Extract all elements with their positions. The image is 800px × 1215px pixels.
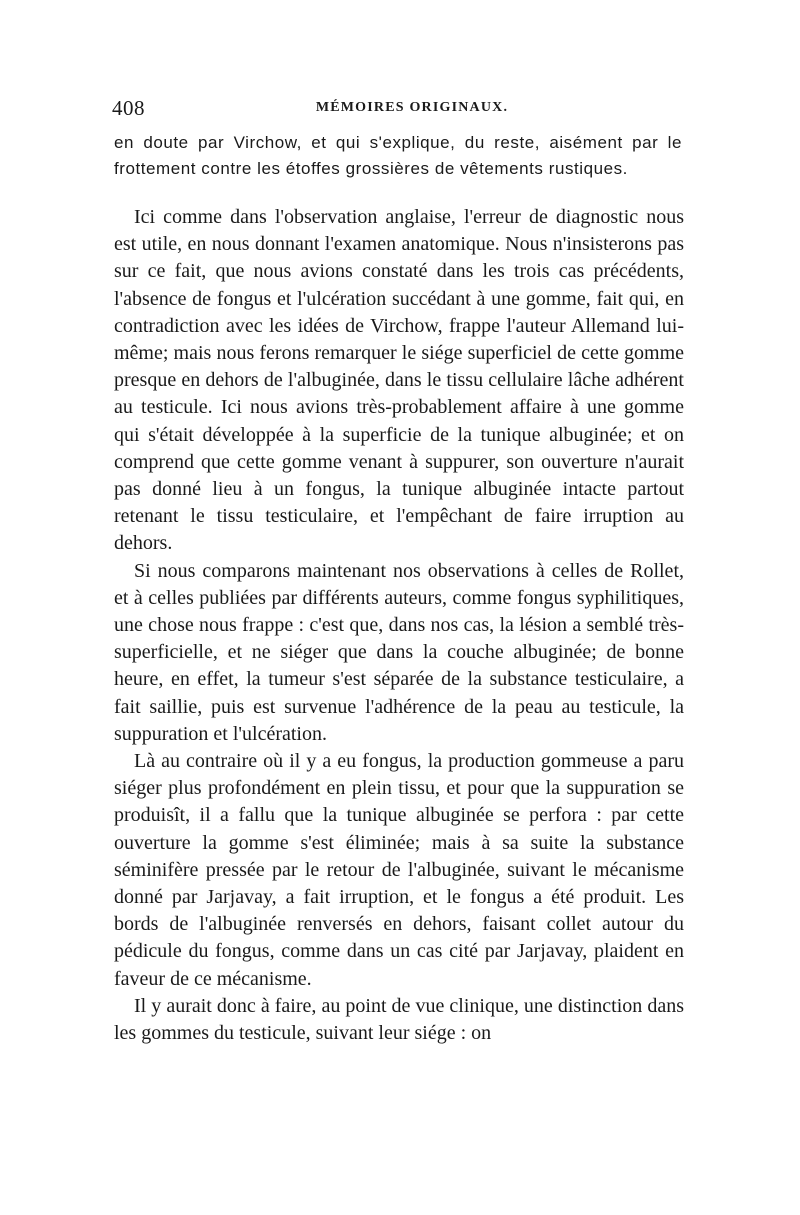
page-number: 408 — [112, 96, 145, 120]
paragraph-4: Il y aurait donc à faire, au point de vue clinique, une distinction dans les gommes du testicule, suivant leur siége : on — [114, 994, 684, 1045]
paragraph-3: Là au contraire où il y a eu fongus, la production gommeuse a paru siéger plus profondément en plein tissu, et pour que la suppuration se produisît, il a fallu que la tunique albuginée se perfora : par cette ouverture la gomme s'est éliminée; mais à sa suite la substance séminifère pressée par le retour de l'albuginée, suivant le mécanisme donné par Jarjavay, a fait irruption, et le fongus a été produit. Les bords de l'albuginée renversés en dehors, faisant collet autour du pédicule du fongus, comme dans un cas cité par Jarjavay, plaident en faveur de ce mécanisme. — [114, 750, 684, 990]
paragraph-1: Ici comme dans l'observation anglaise, l'erreur de diagnostic nous est utile, en nous donnant l'examen anatomique. Nous n'insisterons pas sur ce fait, que nous avions constaté dans les trois cas précédents, l'absence de fongus et l'ulcération succédant à une gomme, fait qui, en contradiction avec les idées de Virchow, frappe l'auteur Allemand lui-même; mais nous ferons remarquer le siége superficiel de cette gomme presque en dehors de l'albuginée, dans le tissu cellulaire lâche adhérent au testicule. Ici nous avions très-probablement affaire à une gomme qui s'était développée à la superficie de la tunique albuginée; et on comprend que cette gomme venant à suppurer, son ouverture n'aurait pas donné lieu à un fongus, la tunique albuginée intacte partout retenant le tissu testiculaire, et l'empêchant de faire irruption au dehors. — [114, 206, 684, 555]
page-header — [112, 96, 692, 120]
running-title: MÉMOIRES ORIGINAUX. — [315, 100, 509, 115]
continuation-paragraph: en doute par Virchow, et qui s'explique, du reste, aisément par le frottement contre les étoffes grossières de vêtements rustiques. — [114, 133, 682, 178]
paragraph-2: Si nous comparons maintenant nos observations à celles de Rollet, et à celles publiées par différents auteurs, comme fongus syphilitiques, une chose nous frappe : c'est que, dans nos cas, la lésion a semblé très-superficielle, et ne siéger que dans la couche albuginée; de bonne heure, en effet, la tumeur s'est séparée de la substance testiculaire, a fait saillie, puis est survenue l'adhérence de la peau au testicule, la suppuration et l'ulcération. — [114, 559, 684, 745]
body-text — [114, 204, 684, 1047]
